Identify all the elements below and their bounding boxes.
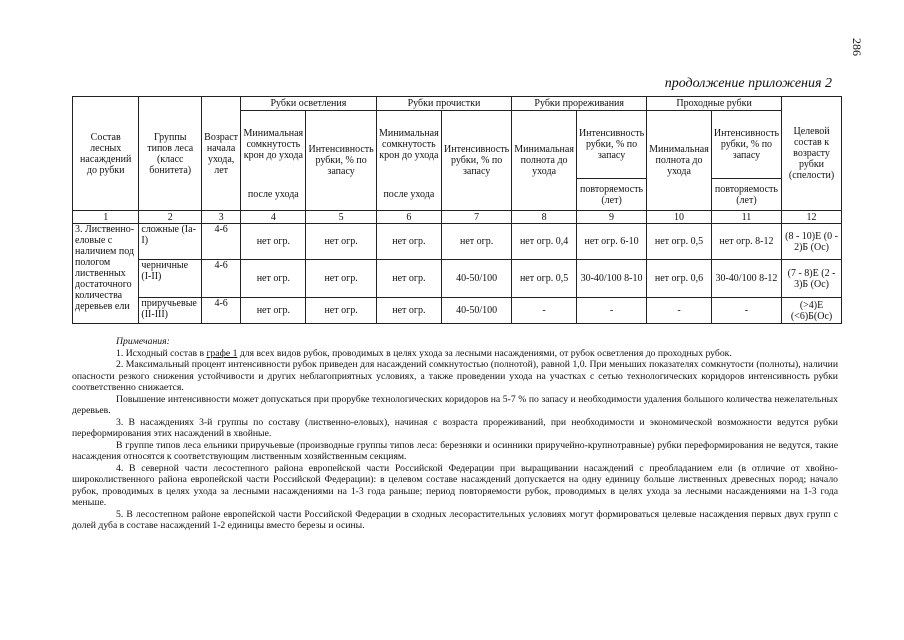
cell-value: нет огр.	[376, 298, 441, 324]
cell-value: нет огр. 8-12	[711, 224, 781, 260]
cell-value: нет огр. 6-10	[576, 224, 646, 260]
cell-value: 40-50/100	[442, 260, 512, 298]
header-intensity: Интенсивность рубки, % по запасу	[442, 111, 512, 211]
note-2b: Повышение интенсивности может допускаться при прорубке технологических коридоров на 5-7 % по запасу и необходимости удаления большого количества нежелательных деревьев.	[72, 393, 838, 416]
header-min-density: Минимальная полнота до ухода	[512, 111, 577, 211]
header-group-clarifying: Рубки осветления	[241, 97, 377, 111]
header-group-passing: Проходные рубки	[647, 97, 782, 111]
start-age: 4-6	[202, 260, 241, 298]
header-repeat: повторяемость (лет)	[711, 179, 781, 211]
header-min-density: Минимальная полнота до ухода	[647, 111, 712, 211]
cell-value: 30-40/100 8-12	[711, 260, 781, 298]
cell-value: 40-50/100	[442, 298, 512, 324]
care-felling-table	[72, 96, 842, 324]
notes-section	[72, 336, 838, 532]
header-group-cleaning: Рубки прочистки	[376, 97, 512, 111]
col-number: 3	[202, 211, 241, 224]
cell-value: нет огр.	[376, 224, 441, 260]
header-target: Целевой состав к возрасту рубки (спелости)	[782, 97, 842, 211]
note-4: 4. В северной части лесостепного района европейской части Российской Федерации при выращивании насаждений с преобладанием ели (в отличие от хвойно-широколиственного района европейской части Российской Федерации): в целевом составе насаждений допускается на одну единицу больше лиственных древесных пород; начало рубок, проводимых в целях ухода за лесными насаждениями на 1-3 года раньше; период повторяемости рубок, проводимых в целях ухода за лесными насаждениями на 1-3 года меньше.	[72, 462, 838, 508]
col-number: 2	[139, 211, 202, 224]
forest-type: черничные (I-II)	[139, 260, 202, 298]
header-after-care: после ухода	[376, 179, 441, 211]
header-after-care: после ухода	[241, 179, 306, 211]
cell-value: нет огр.	[241, 260, 306, 298]
col-number: 8	[512, 211, 577, 224]
cell-value: -	[647, 298, 712, 324]
cell-value: -	[711, 298, 781, 324]
target-composition: (7 - 8)Е (2 - 3)Б (Ос)	[782, 260, 842, 298]
target-composition: (8 - 10)Е (0 - 2)Б (Ос)	[782, 224, 842, 260]
header-repeat: повторяемость (лет)	[576, 179, 646, 211]
cell-value: нет огр. 0,6	[647, 260, 712, 298]
cell-value: нет огр.	[376, 260, 441, 298]
cell-value: нет огр. 0,4	[512, 224, 577, 260]
cell-value: нет огр.	[306, 260, 376, 298]
header-group-thinning: Рубки прореживания	[512, 97, 647, 111]
forest-type: сложные (Ia-I)	[139, 224, 202, 260]
col-number: 12	[782, 211, 842, 224]
start-age: 4-6	[202, 298, 241, 324]
note-3: 3. В насаждениях 3-й группы по составу (лиственно-еловых), начиная с возраста прореживаний, при необходимости и экономической возможности ведутся рубки переформирования этих насаждений в хвойные.	[72, 416, 838, 439]
col-number: 6	[376, 211, 441, 224]
cell-value: нет огр. 0,5	[647, 224, 712, 260]
cell-value: нет огр.	[306, 298, 376, 324]
note-3b: В группе типов леса ельники приручьевые (производные группы типов леса: березняки и осинники приручейно-крупнотравные) рубки переформирования не ведутся, такие насаждения относятся к соответствующим лиственным хозяйственным секциям.	[72, 439, 838, 462]
cell-value: нет огр.	[241, 298, 306, 324]
header-min-closure: Минимальная сомкнутость крон до ухода	[241, 111, 306, 179]
page-number: 286	[850, 38, 864, 56]
cell-value: -	[576, 298, 646, 324]
note-1: 1. Исходный состав в графе 1 для всех видов рубок, проводимых в целях ухода за лесными насаждениями, от рубок осветления до проходных рубок.	[116, 347, 732, 359]
column-1-link[interactable]: графе 1	[206, 347, 238, 359]
col-number: 11	[711, 211, 781, 224]
header-composition: Состав лесных насаждений до рубки	[73, 97, 139, 211]
header-intensity: Интенсивность рубки, % по запасу	[711, 111, 781, 179]
cell-value: нет огр.	[306, 224, 376, 260]
col-number: 5	[306, 211, 376, 224]
col-number: 9	[576, 211, 646, 224]
header-min-closure: Минимальная сомкнутость крон до ухода	[376, 111, 441, 179]
col-number: 4	[241, 211, 306, 224]
header-forest-types: Группы типов леса (класс бонитета)	[139, 97, 202, 211]
forest-type: приручьевые (II-III)	[139, 298, 202, 324]
col-number: 1	[73, 211, 139, 224]
header-intensity: Интенсивность рубки, % по запасу	[306, 111, 376, 211]
header-intensity: Интенсивность рубки, % по запасу	[576, 111, 646, 179]
cell-value: -	[512, 298, 577, 324]
col-number: 10	[647, 211, 712, 224]
col-number: 7	[442, 211, 512, 224]
target-composition: (>4)Е (<6)Б(Ос)	[782, 298, 842, 324]
cell-value: 30-40/100 8-10	[576, 260, 646, 298]
start-age: 4-6	[202, 224, 241, 260]
note-5: 5. В лесостепном районе европейской части Российской Федерации в сходных лесорастительных условиях могут формироваться целевые насаждения первых двух групп с долей дуба в составе насаждений 1-2 единицы вместо березы и осины.	[72, 508, 838, 531]
cell-value: нет огр.	[442, 224, 512, 260]
notes-title: Примечания:	[116, 336, 170, 347]
cell-value: нет огр.	[241, 224, 306, 260]
note-2: 2. Максимальный процент интенсивности рубок приведен для насаждений сомкнутостью (полнотой), равной 1,0. При меньших показателях сомкнутости (полноты), наличии опасности резкого снижения устойчивости и других неблагоприятных условиях, а также проведении ухода на участках с сетью технологических коридоров интенсивность рубки соответственно снижается.	[72, 359, 838, 393]
cell-value: нет огр. 0,5	[512, 260, 577, 298]
header-age: Возраст начала ухода, лет	[202, 97, 241, 211]
composition-cell: 3. Лиственно-еловые с наличием под пологом лиственных достаточного количества деревьев ели	[73, 224, 139, 324]
continuation-caption: продолжение приложения 2	[664, 76, 832, 91]
